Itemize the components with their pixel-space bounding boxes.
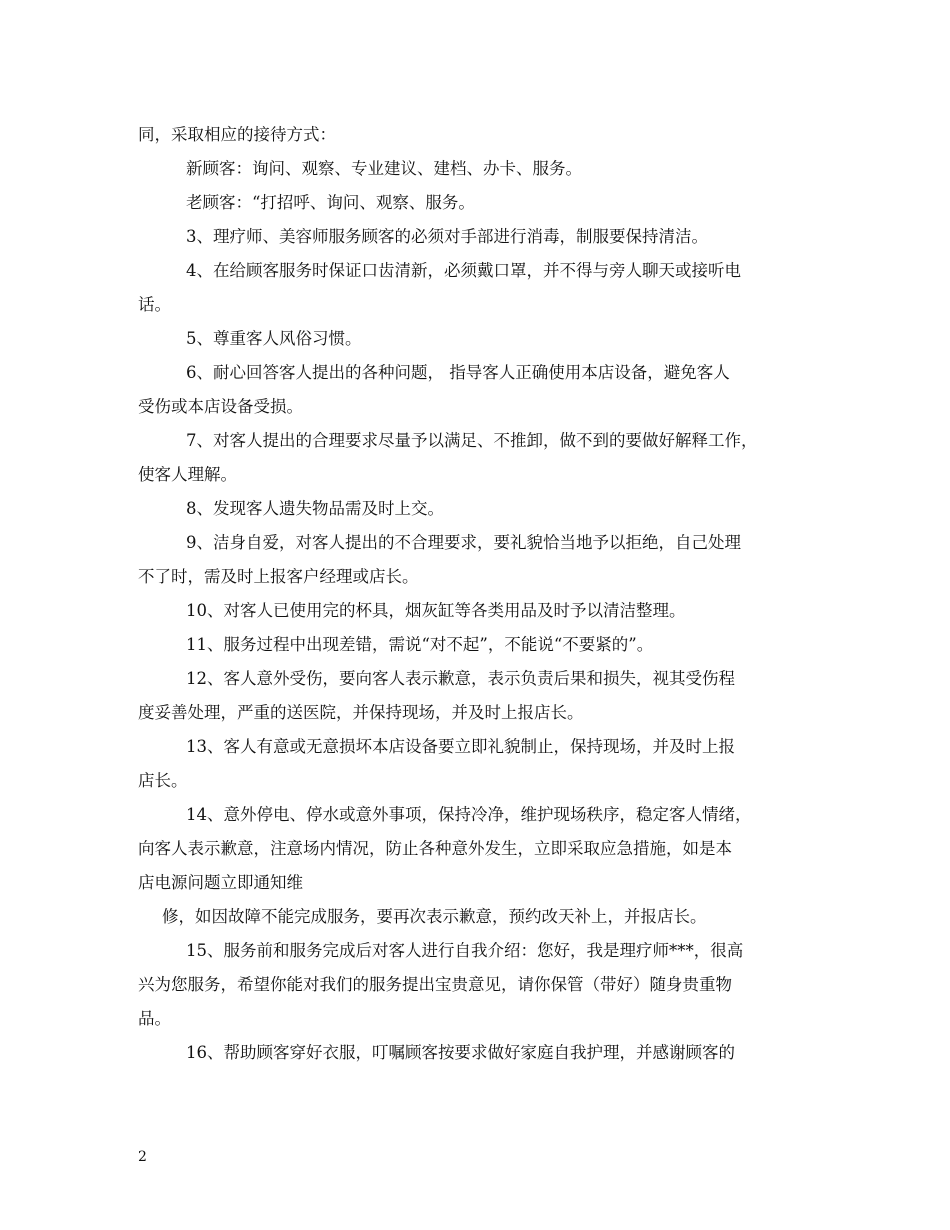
text-line: 10、对客人已使用完的杯具，烟灰缸等各类用品及时予以清洁整理。 [186, 601, 686, 620]
text-line: 新顾客：询问、观察、专业建议、建档、办卡、服务。 [186, 159, 582, 178]
text-line: 5、尊重客人风俗习惯。 [186, 329, 362, 348]
text-line: 不了时，需及时上报客户经理或店长。 [138, 567, 419, 586]
text-line: 度妥善处理，严重的送医院，并保持现场，并及时上报店长。 [138, 703, 584, 722]
text-line: 4、在给顾客服务时保证口齿清新，必须戴口罩，并不得与旁人聊天或接听电 [186, 261, 741, 280]
text-line: 7、对客人提出的合理要求尽量予以满足、不推卸，做不到的要做好解释工作， [186, 431, 758, 450]
text-line: 13、客人有意或无意损坏本店设备要立即礼貌制止，保持现场，并及时上报 [186, 737, 735, 756]
text-line: 店电源问题立即通知维 [138, 873, 303, 892]
text-line: 8、发现客人遗失物品需及时上交。 [186, 499, 444, 518]
text-line: 老顾客：“打招呼、询问、观察、服务。 [186, 193, 475, 212]
text-line: 兴为您服务，希望你能对我们的服务提出宝贵意见，请你保管（带好）随身贵重物 [138, 975, 732, 994]
text-line: 修，如因故障不能完成服务，要再次表示歉意，预约改天补上，并报店长。 [162, 907, 707, 926]
text-line: 12、客人意外受伤，要向客人表示歉意，表示负责后果和损失，视其受伤程 [186, 669, 735, 688]
text-line: 店长。 [138, 771, 188, 790]
text-line: 使客人理解。 [138, 465, 237, 484]
text-line: 向客人表示歉意，注意场内情况，防止各种意外发生，立即采取应急措施，如是本 [138, 839, 732, 858]
document-body [138, 118, 814, 1070]
text-line: 6、耐心回答客人提出的各种问题， 指导客人正确使用本店设备，避免客人 [186, 363, 730, 382]
text-line: 16、帮助顾客穿好衣服，叮嘱顾客按要求做好家庭自我护理，并感谢顾客的 [186, 1043, 735, 1062]
text-line: 受伤或本店设备受损。 [138, 397, 303, 416]
page-number: 2 [138, 1149, 147, 1165]
text-line: 15、服务前和服务完成后对客人进行自我介绍：您好，我是理疗师***，很高 [186, 941, 744, 960]
text-line: 11、服务过程中出现差错，需说“对不起”，不能说“不要紧的”。 [186, 635, 654, 654]
text-line: 同，采取相应的接待方式： [138, 125, 336, 144]
text-line: 14、意外停电、停水或意外事项，保持冷净，维护现场秩序，稳定客人情绪， [186, 805, 752, 824]
text-line: 品。 [138, 1009, 171, 1028]
text-line: 9、洁身自爱，对客人提出的不合理要求，要礼貌恰当地予以拒绝，自己处理 [186, 533, 741, 552]
text-line: 话。 [138, 295, 171, 314]
text-line: 3、理疗师、美容师服务顾客的必须对手部进行消毒，制服要保持清洁。 [186, 227, 708, 246]
